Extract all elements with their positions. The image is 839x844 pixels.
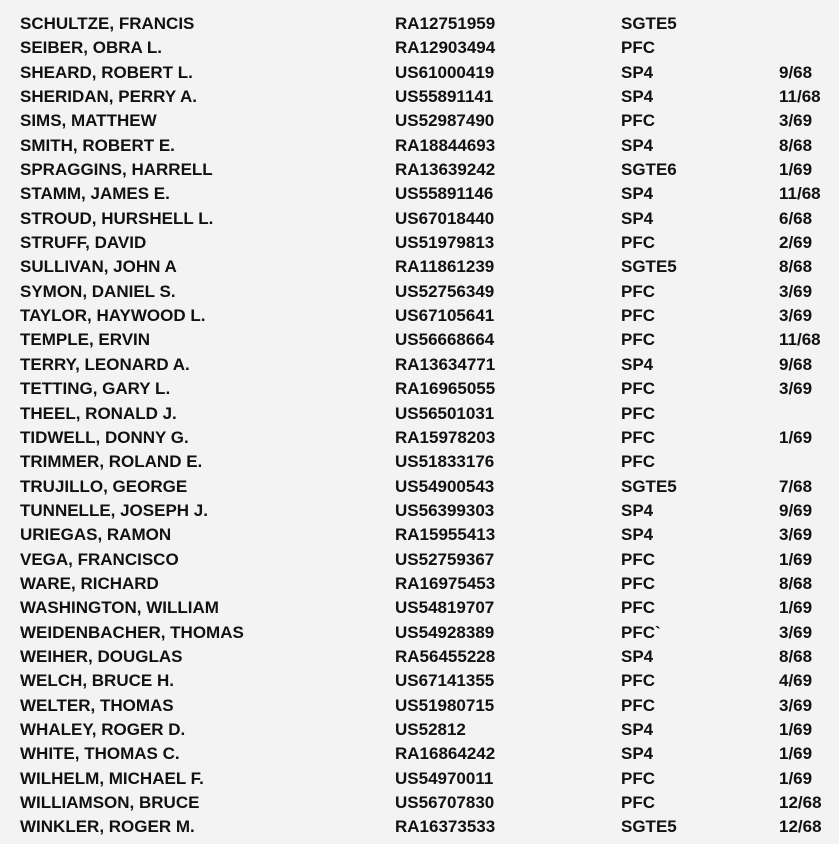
roster-row bbox=[20, 12, 835, 36]
roster-row bbox=[20, 548, 835, 572]
roster-rank: SP4 bbox=[621, 719, 654, 739]
roster-date: 8/68 bbox=[779, 257, 813, 277]
roster-name: WINKLER, ROGER M. bbox=[20, 817, 195, 837]
roster-date: 1/69 bbox=[779, 549, 813, 569]
roster-date: 12/68 bbox=[779, 793, 822, 812]
roster-service-number: US52987490 bbox=[395, 111, 495, 131]
roster-service-number: RA11861239 bbox=[395, 257, 495, 277]
roster-service-number: US54970011 bbox=[395, 768, 494, 788]
roster-row bbox=[20, 426, 835, 450]
roster-date: 12/68 bbox=[779, 817, 822, 837]
roster-service-number: US51979813 bbox=[395, 233, 495, 253]
roster-row bbox=[20, 231, 835, 255]
roster-rank: PFC bbox=[621, 695, 655, 715]
roster-row bbox=[20, 158, 835, 182]
roster-name: WHALEY, ROGER D. bbox=[20, 719, 186, 739]
roster-row bbox=[20, 475, 835, 499]
roster-service-number: US56668664 bbox=[395, 330, 495, 350]
roster-row bbox=[20, 61, 835, 85]
roster-service-number: US54928389 bbox=[395, 622, 495, 642]
roster-name: WEIDENBACHER, THOMAS bbox=[20, 622, 244, 642]
roster-row bbox=[20, 596, 835, 620]
roster-rank: PFC bbox=[621, 403, 655, 423]
roster-rank: SGTE5 bbox=[621, 476, 677, 496]
roster-row bbox=[20, 645, 835, 669]
roster-row bbox=[20, 134, 835, 158]
roster-rank: SGTE5 bbox=[621, 817, 677, 837]
roster-name: SEIBER, OBRA L. bbox=[20, 38, 162, 58]
roster-service-number: US54819707 bbox=[395, 598, 495, 618]
roster-service-number: RA18844693 bbox=[395, 135, 496, 155]
roster-date: 3/69 bbox=[779, 379, 813, 399]
roster-name: STAMM, JAMES E. bbox=[20, 184, 170, 204]
roster-date: 8/68 bbox=[779, 646, 813, 666]
roster-date: 3/69 bbox=[779, 281, 813, 301]
roster-date: 1/69 bbox=[779, 744, 813, 764]
roster-name: TAYLOR, HAYWOOD L. bbox=[20, 306, 206, 326]
roster-name: SPRAGGINS, HARRELL bbox=[20, 160, 213, 180]
roster-name: SYMON, DANIEL S. bbox=[20, 281, 176, 301]
roster-service-number: RA13639242 bbox=[395, 160, 496, 180]
roster-rank: PFC bbox=[621, 330, 655, 350]
roster-row bbox=[20, 328, 835, 352]
roster-row bbox=[20, 523, 835, 547]
roster-date: 2/69 bbox=[779, 233, 813, 253]
roster-rank: SP4 bbox=[621, 744, 654, 764]
roster-service-number: US61000419 bbox=[395, 62, 495, 82]
roster-rank: PFC bbox=[621, 379, 655, 399]
roster-row bbox=[20, 450, 835, 474]
roster-row bbox=[20, 304, 835, 328]
roster-rank: PFC bbox=[621, 452, 655, 472]
roster-service-number: RA15955413 bbox=[395, 525, 496, 545]
roster-service-number: US55891141 bbox=[395, 87, 494, 107]
roster-name: WARE, RICHARD bbox=[20, 573, 159, 593]
roster-name: WEIHER, DOUGLAS bbox=[20, 646, 183, 666]
roster-date: 6/68 bbox=[779, 208, 813, 228]
roster-date: 11/68 bbox=[779, 330, 821, 350]
roster-name: TUNNELLE, JOSEPH J. bbox=[20, 500, 208, 520]
roster-rank: PFC` bbox=[621, 622, 661, 642]
roster-row bbox=[20, 791, 835, 815]
roster-service-number: US56501031 bbox=[395, 403, 495, 423]
roster-service-number: RA12751959 bbox=[395, 14, 496, 33]
roster-date: 3/69 bbox=[779, 111, 813, 131]
roster-service-number: RA13634771 bbox=[395, 354, 496, 374]
roster-row bbox=[20, 694, 835, 718]
roster-date: 1/69 bbox=[779, 719, 813, 739]
roster-service-number: RA56455228 bbox=[395, 646, 496, 666]
roster-rank: PFC bbox=[621, 306, 655, 326]
roster-service-number: US67105641 bbox=[395, 306, 495, 326]
roster-service-number: RA12903494 bbox=[395, 38, 496, 58]
roster-row bbox=[20, 669, 835, 693]
roster-rank: SP4 bbox=[621, 500, 654, 520]
roster-date: 1/69 bbox=[779, 768, 813, 788]
roster-service-number: US51980715 bbox=[395, 695, 495, 715]
roster-date: 8/68 bbox=[779, 573, 813, 593]
roster-date: 8/68 bbox=[779, 135, 813, 155]
roster-rank: SP4 bbox=[621, 135, 654, 155]
roster-date: 1/69 bbox=[779, 598, 813, 618]
roster-service-number: RA16373533 bbox=[395, 817, 496, 837]
roster-service-number: RA15978203 bbox=[395, 427, 496, 447]
roster-service-number: US56399303 bbox=[395, 500, 495, 520]
roster-row bbox=[20, 718, 835, 742]
roster-rank: SGTE5 bbox=[621, 257, 677, 277]
roster-date: 9/68 bbox=[779, 354, 813, 374]
roster-date: 7/68 bbox=[779, 476, 813, 496]
roster-date: 4/69 bbox=[779, 671, 813, 691]
roster-name: STRUFF, DAVID bbox=[20, 233, 147, 253]
roster-rank: PFC bbox=[621, 281, 655, 301]
roster-name: SHERIDAN, PERRY A. bbox=[20, 87, 197, 107]
roster-row bbox=[20, 742, 835, 766]
roster-service-number: RA16975453 bbox=[395, 573, 496, 593]
roster-row bbox=[20, 255, 835, 279]
roster-rank: SP4 bbox=[621, 646, 654, 666]
roster-name: WASHINGTON, WILLIAM bbox=[20, 598, 219, 618]
roster-service-number: RA16965055 bbox=[395, 379, 496, 399]
roster-name: SHEARD, ROBERT L. bbox=[20, 62, 193, 82]
roster-rank: SP4 bbox=[621, 87, 654, 107]
roster-name: URIEGAS, RAMON bbox=[20, 525, 172, 545]
roster-row bbox=[20, 767, 835, 791]
roster-rank: PFC bbox=[621, 427, 655, 447]
roster-row bbox=[20, 621, 835, 645]
roster-name: SULLIVAN, JOHN A bbox=[20, 257, 177, 277]
roster-date: 9/68 bbox=[779, 62, 813, 82]
roster-row bbox=[20, 353, 835, 377]
roster-name: SIMS, MATTHEW bbox=[20, 111, 157, 131]
roster-service-number: US52756349 bbox=[395, 281, 495, 301]
roster-name: WILLIAMSON, BRUCE bbox=[20, 793, 200, 812]
roster-service-number: US54900543 bbox=[395, 476, 495, 496]
roster-date: 1/69 bbox=[779, 427, 813, 447]
roster-rank: PFC bbox=[621, 549, 655, 569]
roster-row bbox=[20, 402, 835, 426]
roster-date: 1/69 bbox=[779, 160, 813, 180]
roster-service-number: US52812 bbox=[395, 719, 466, 739]
roster-name: THEEL, RONALD J. bbox=[20, 403, 177, 423]
roster-name: TIDWELL, DONNY G. bbox=[20, 427, 189, 447]
roster-rank: SP4 bbox=[621, 208, 654, 228]
roster-service-number: US67018440 bbox=[395, 208, 495, 228]
roster-rank: PFC bbox=[621, 233, 655, 253]
roster-rank: PFC bbox=[621, 38, 655, 58]
roster-service-number: US51833176 bbox=[395, 452, 495, 472]
roster-name: WHITE, THOMAS C. bbox=[20, 744, 180, 764]
roster-service-number: US67141355 bbox=[395, 671, 495, 691]
roster-service-number: RA16864242 bbox=[395, 744, 496, 764]
roster-row bbox=[20, 207, 835, 231]
roster-date: 3/69 bbox=[779, 306, 813, 326]
roster-name: SMITH, ROBERT E. bbox=[20, 135, 175, 155]
roster-row bbox=[20, 499, 835, 523]
roster-row bbox=[20, 377, 835, 401]
roster-rank: SP4 bbox=[621, 184, 654, 204]
roster-name: TETTING, GARY L. bbox=[20, 379, 171, 399]
roster-name: TRIMMER, ROLAND E. bbox=[20, 452, 203, 472]
roster-date: 9/69 bbox=[779, 500, 813, 520]
roster-rank: PFC bbox=[621, 111, 655, 131]
roster-name: TEMPLE, ERVIN bbox=[20, 330, 151, 350]
roster-name: VEGA, FRANCISCO bbox=[20, 549, 179, 569]
roster-rank: SP4 bbox=[621, 354, 654, 374]
roster-rank: SGTE6 bbox=[621, 160, 677, 180]
roster-name: SCHULTZE, FRANCIS bbox=[20, 14, 195, 33]
roster-date: 3/69 bbox=[779, 525, 813, 545]
roster-row bbox=[20, 572, 835, 596]
roster-rank: SP4 bbox=[621, 525, 654, 545]
roster-row bbox=[20, 280, 835, 304]
roster-name: TERRY, LEONARD A. bbox=[20, 354, 190, 374]
roster-rank: PFC bbox=[621, 768, 655, 788]
roster-name: TRUJILLO, GEORGE bbox=[20, 476, 188, 496]
roster-date: 3/69 bbox=[779, 622, 813, 642]
roster-row bbox=[20, 36, 835, 60]
roster-name: WELTER, THOMAS bbox=[20, 695, 174, 715]
roster-date: 3/69 bbox=[779, 695, 813, 715]
roster-row bbox=[20, 109, 835, 133]
roster-rank: PFC bbox=[621, 671, 655, 691]
roster-name: WILHELM, MICHAEL F. bbox=[20, 768, 204, 788]
roster-rank: PFC bbox=[621, 573, 655, 593]
roster-rank: PFC bbox=[621, 793, 655, 812]
roster-rank: SGTE5 bbox=[621, 14, 677, 33]
roster-date: 11/68 bbox=[779, 87, 821, 107]
personnel-roster bbox=[20, 12, 835, 840]
roster-service-number: US55891146 bbox=[395, 184, 494, 204]
roster-rank: PFC bbox=[621, 598, 655, 618]
roster-service-number: US56707830 bbox=[395, 793, 495, 812]
roster-row bbox=[20, 182, 835, 206]
roster-service-number: US52759367 bbox=[395, 549, 495, 569]
roster-rank: SP4 bbox=[621, 62, 654, 82]
roster-date: 11/68 bbox=[779, 184, 821, 204]
roster-row bbox=[20, 815, 835, 839]
roster-row bbox=[20, 85, 835, 109]
roster-name: STROUD, HURSHELL L. bbox=[20, 208, 214, 228]
roster-name: WELCH, BRUCE H. bbox=[20, 671, 174, 691]
